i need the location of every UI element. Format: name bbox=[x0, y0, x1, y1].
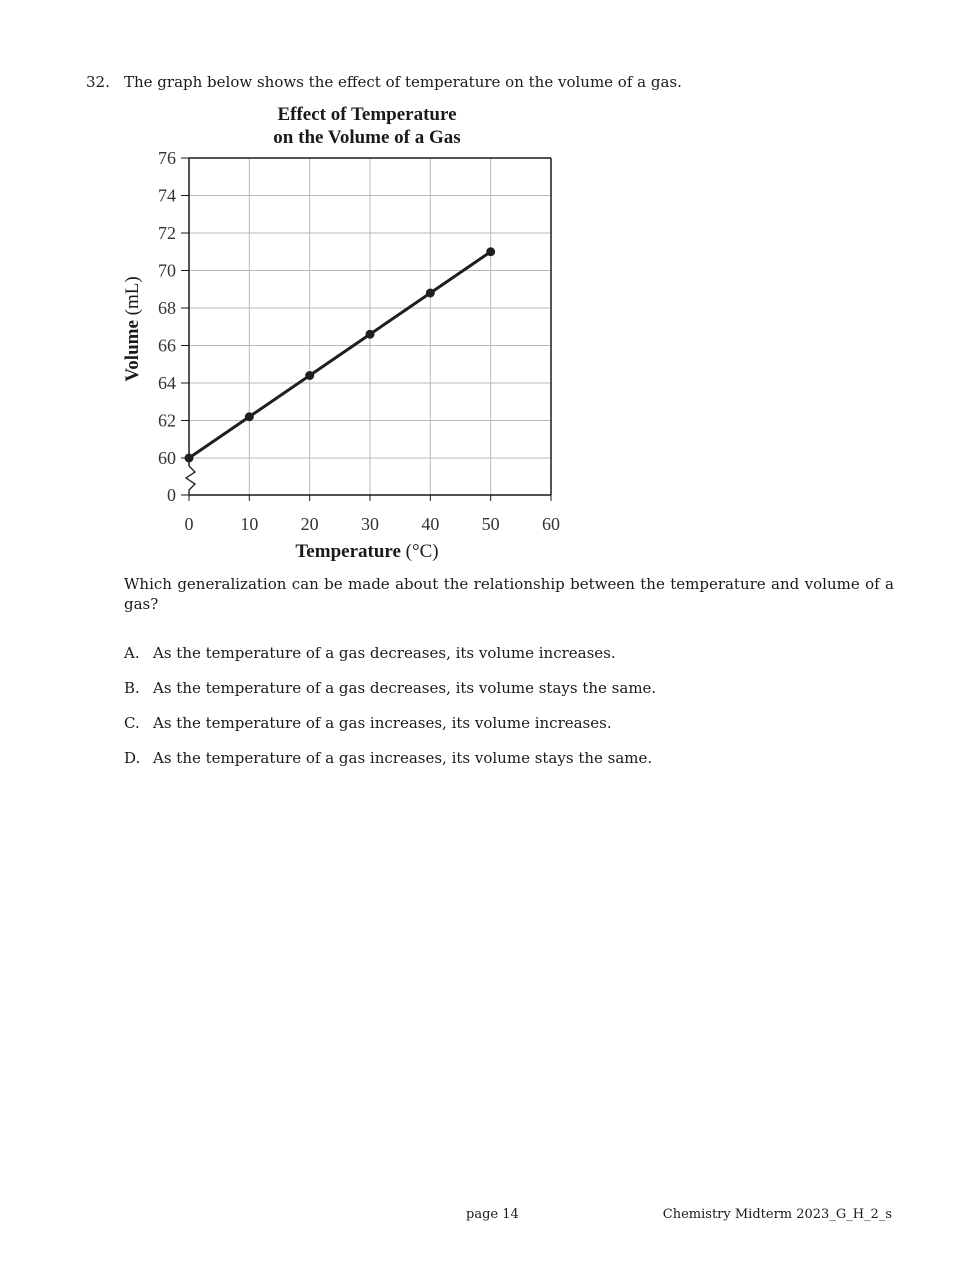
option-letter: A. bbox=[124, 644, 140, 662]
x-tick-label: 20 bbox=[300, 514, 319, 534]
x-tick-label: 30 bbox=[361, 514, 379, 534]
x-tick-label: 0 bbox=[184, 514, 194, 534]
data-point bbox=[426, 289, 435, 298]
y-tick-label: 72 bbox=[158, 223, 176, 243]
option-text: As the temperature of a gas increases, its volume increases. bbox=[153, 714, 612, 732]
x-axis-label-unit: (°C) bbox=[405, 541, 439, 562]
y-tick-label: 76 bbox=[158, 148, 176, 168]
y-axis-label bbox=[122, 276, 143, 381]
chart-series bbox=[185, 247, 496, 462]
option-text: As the temperature of a gas decreases, its volume increases. bbox=[153, 644, 616, 662]
x-tick-label: 60 bbox=[542, 514, 560, 534]
y-axis-label-unit: (mL) bbox=[122, 276, 143, 316]
option-letter: C. bbox=[124, 714, 140, 732]
option-d[interactable] bbox=[124, 749, 656, 784]
answer-options bbox=[124, 644, 656, 784]
volume-temperature-chart bbox=[100, 140, 580, 570]
y-tick-label: 74 bbox=[158, 185, 176, 206]
option-letter: B. bbox=[124, 679, 140, 697]
question-prompt: Which generalization can be made about the relationship between the temperature and volume of a gas? bbox=[124, 575, 894, 613]
option-text: As the temperature of a gas decreases, its volume stays the same. bbox=[153, 679, 657, 697]
data-point bbox=[366, 330, 375, 339]
x-tick-label: 10 bbox=[240, 514, 259, 534]
question-stem: The graph below shows the effect of temperature on the volume of a gas. bbox=[124, 73, 682, 91]
y-tick-label: 62 bbox=[158, 410, 176, 431]
question-number: 32. bbox=[86, 73, 110, 91]
y-tick-label: 70 bbox=[158, 260, 176, 281]
option-a[interactable] bbox=[124, 644, 656, 679]
data-point bbox=[305, 371, 314, 380]
data-point bbox=[245, 412, 254, 421]
option-c[interactable] bbox=[124, 714, 656, 749]
y-tick-label: 60 bbox=[158, 448, 176, 468]
chart-title-line-1: Effect of Temperature bbox=[277, 104, 457, 125]
y-tick-label: 68 bbox=[158, 298, 176, 318]
x-tick-label: 40 bbox=[421, 514, 440, 534]
series-line bbox=[189, 252, 491, 458]
data-point bbox=[185, 454, 194, 463]
y-axis-label-main: Volume bbox=[122, 320, 143, 382]
y-axis-break bbox=[186, 466, 195, 495]
footer-exam-name: Chemistry Midterm 2023_G_H_2_s bbox=[662, 1207, 892, 1222]
y-tick-label-break: 0 bbox=[167, 485, 176, 505]
footer-page-number: page 14 bbox=[466, 1207, 519, 1222]
x-axis-label bbox=[295, 541, 438, 562]
chart-axes bbox=[181, 158, 551, 501]
x-tick-label: 50 bbox=[481, 514, 500, 534]
data-point bbox=[486, 247, 495, 256]
y-tick-label: 66 bbox=[158, 335, 176, 356]
option-b[interactable] bbox=[124, 679, 656, 714]
chart-grid bbox=[189, 158, 551, 495]
x-axis-label-main: Temperature bbox=[295, 541, 401, 562]
option-letter: D. bbox=[124, 749, 141, 767]
y-tick-label: 64 bbox=[158, 373, 176, 393]
option-text: As the temperature of a gas increases, its volume stays the same. bbox=[153, 749, 653, 767]
chart-title-line-2: on the Volume of a Gas bbox=[273, 127, 461, 148]
